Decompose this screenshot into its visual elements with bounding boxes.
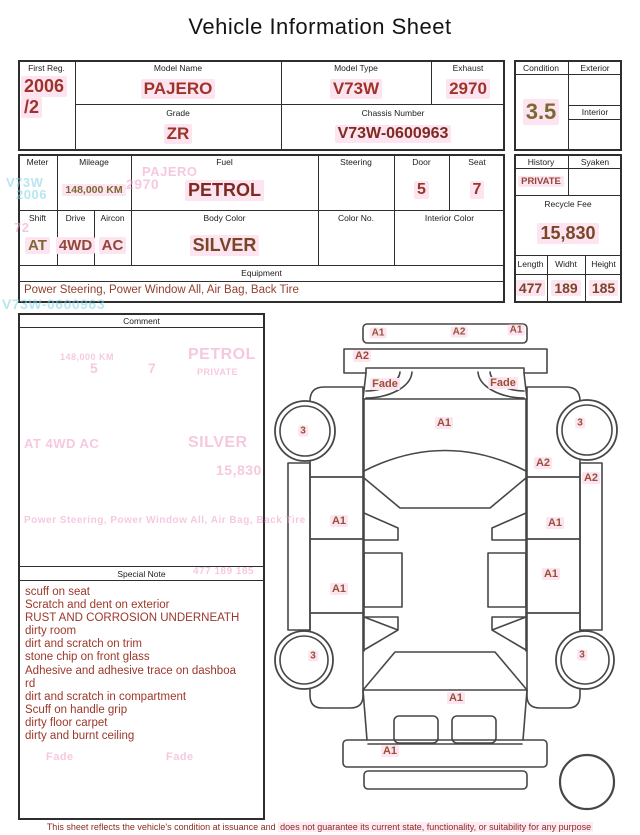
diagram-label-a1: A1: [547, 517, 563, 529]
label-seat: Seat: [468, 157, 486, 167]
ghost-text: 5: [90, 360, 99, 376]
label-door: Door: [412, 157, 431, 167]
value-model-name: PAJERO: [75, 76, 281, 102]
label-length: Length: [517, 259, 544, 269]
ghost-text: Power Steering, Power Window All, Air Bag, Back Tire: [24, 515, 306, 526]
footer-part1: This sheet reflects the vehicle's condition at issuance and: [46, 822, 279, 832]
note-line: rd: [25, 677, 36, 690]
right-front-door: [527, 477, 580, 539]
ghost-text: V73W-0600963: [2, 296, 106, 312]
label-shift: Shift: [28, 213, 46, 223]
note-line: Scuff on handle grip: [25, 703, 128, 716]
taillight-left: [394, 716, 438, 743]
left-quarter-window-front: [364, 513, 398, 540]
note-line: dirty room: [25, 625, 77, 638]
ghost-text: 72: [14, 220, 30, 235]
label-mileage: Mileage: [79, 157, 109, 167]
diagram-label-3: 3: [577, 417, 583, 429]
label-color-no: Color No.: [338, 213, 374, 223]
note-line: Adhesive and adhesive trace on dashboa: [25, 664, 236, 677]
gridline: [318, 154, 319, 265]
label-chassis-number: Chassis Number: [361, 108, 425, 118]
diagram-label-a1: A1: [371, 327, 385, 339]
label-model-type: Model Type: [334, 63, 378, 73]
rear-left-wheel: [275, 631, 333, 689]
ghost-text: 477 189 185: [193, 566, 255, 577]
value-recycle-fee: 15,830: [514, 212, 622, 254]
ghost-text: SILVER: [188, 434, 248, 451]
label-fuel: Fuel: [216, 157, 233, 167]
diagram-label-fade: Fade: [490, 377, 516, 389]
left-rear-door: [310, 539, 363, 613]
right-quarter-window-front: [492, 513, 526, 540]
gridline: [514, 74, 622, 75]
value-height: 185: [585, 275, 622, 301]
note-line: dirt and scratch on trim: [25, 638, 142, 651]
note-line: dirt and scratch in compartment: [25, 690, 187, 703]
roof-side-rails: [364, 399, 526, 651]
value-chassis-number: V73W-0600963: [281, 120, 505, 148]
bonnet-shape: [344, 349, 547, 373]
special-note-header: Special Note: [117, 569, 166, 579]
note-line: Scratch and dent on exterior: [25, 599, 170, 612]
label-grade: Grade: [166, 108, 190, 118]
diagram-label-3: 3: [310, 650, 316, 662]
ghost-text: Fade: [166, 751, 194, 763]
value-body-color: SILVER: [131, 228, 318, 262]
diagram-label-a1: A1: [448, 692, 464, 704]
value-condition: 3.5: [514, 76, 568, 148]
right-quarter-window-rear: [492, 617, 526, 650]
ghost-text: 2970: [126, 176, 160, 192]
value-seat: 7: [449, 172, 505, 208]
gridline: [18, 281, 505, 282]
front-bumper-shape: [363, 324, 527, 343]
front-right-wheel: [557, 400, 617, 460]
value-door: 5: [394, 172, 449, 208]
ghost-text: 148,000 KM: [60, 352, 115, 362]
value-first-reg: [18, 72, 77, 122]
diagram-label-a1: A1: [331, 583, 347, 595]
diagram-label-3: 3: [579, 649, 585, 661]
label-exterior: Exterior: [580, 63, 610, 73]
spare-tire-circle: [560, 755, 614, 809]
value-exhaust: 2970: [431, 76, 505, 102]
diagram-label-a2: A2: [583, 472, 599, 484]
gridline: [568, 119, 622, 120]
diagram-label-a1: A1: [436, 417, 452, 429]
label-recycle-fee: Recycle Fee: [544, 199, 592, 209]
value-length: 477: [514, 275, 547, 301]
page-title: Vehicle Information Sheet: [188, 14, 452, 39]
left-quarter-window-rear: [364, 617, 398, 650]
ghost-text: 2006: [16, 187, 47, 202]
rear-lower-strip: [364, 771, 527, 789]
gridline: [394, 154, 395, 265]
taillight-right: [452, 716, 496, 743]
ghost-text: 15,830: [216, 462, 262, 478]
value-mileage: 148,000 KM: [57, 172, 131, 208]
diagram-label-a2: A2: [354, 350, 370, 362]
label-body-color: Body Color: [203, 213, 246, 223]
comment-header: Comment: [123, 316, 160, 326]
diagram-label-a1: A1: [382, 745, 398, 757]
note-line: dirty floor carpet: [25, 716, 108, 729]
value-equipment: Power Steering, Power Window All, Air Bag, Back Tire: [24, 284, 299, 296]
diagram-label-3: 3: [300, 425, 306, 437]
label-interior-color: Interior Color: [424, 213, 475, 223]
right-side-window: [488, 553, 526, 607]
ghost-text: Fade: [46, 751, 74, 763]
sunroof-shape: [364, 451, 526, 509]
gridline: [514, 255, 622, 256]
special-note-list: [25, 586, 261, 743]
diagram-label-fade: Fade: [372, 378, 398, 390]
label-interior: Interior: [581, 107, 609, 117]
value-model-type: V73W: [281, 76, 431, 102]
ghost-text: PRIVATE: [197, 367, 239, 377]
label-steering: Steering: [340, 157, 372, 167]
diagram-label-a1: A1: [331, 515, 347, 527]
label-first-reg: First Reg.: [28, 63, 65, 73]
gridline: [18, 566, 265, 567]
ghost-text: PAJERO: [142, 164, 198, 179]
diagram-label-a2: A2: [452, 326, 466, 338]
value-aircon: AC: [94, 228, 131, 262]
ghost-text: AT 4WD AC: [24, 436, 100, 451]
note-line: stone chip on front glass: [25, 651, 150, 664]
gridline: [568, 105, 622, 106]
diagram-label-a1: A1: [543, 568, 559, 580]
label-equipment: Equipment: [241, 268, 282, 278]
gridline: [75, 104, 505, 105]
left-front-door: [310, 477, 363, 539]
tailgate-shape: [363, 690, 527, 744]
label-condition: Condition: [523, 63, 559, 73]
label-width: Widht: [555, 259, 577, 269]
value-width: 189: [547, 275, 585, 301]
diagram-label-a1: A1: [509, 324, 523, 336]
first-reg-month: /2: [21, 97, 42, 118]
value-drive: 4WD: [57, 228, 94, 262]
label-meter: Meter: [26, 157, 49, 167]
gridline: [18, 327, 265, 328]
rear-glass-shape: [363, 652, 527, 690]
ghost-text: V73W: [6, 175, 44, 190]
label-drive: Drive: [65, 213, 86, 223]
label-height: Height: [591, 259, 616, 269]
note-line: RUST AND CORROSION UNDERNEATH: [25, 612, 240, 625]
label-model-name: Model Name: [153, 63, 203, 73]
left-rocker-panel: [288, 463, 310, 630]
label-exhaust: Exhaust: [452, 63, 484, 73]
note-line: scuff on seat: [25, 586, 90, 598]
ghost-text: PETROL: [188, 346, 256, 363]
gridline: [18, 265, 505, 266]
car-damage-diagram: [268, 310, 640, 820]
right-rocker-panel: [580, 463, 602, 630]
gridline: [514, 195, 622, 196]
gridline: [18, 210, 505, 211]
diagram-label-a2: A2: [535, 457, 551, 469]
label-history: History: [527, 157, 555, 167]
footer-part2: does not guarantee its current state, functionality, or suitability for any purpose: [280, 822, 592, 832]
value-shift: AT: [18, 228, 57, 262]
value-history: PRIVATE: [514, 170, 568, 193]
value-fuel: PETROL: [131, 172, 318, 208]
note-line: dirty and burnt ceiling: [25, 730, 135, 743]
left-side-window: [364, 553, 402, 607]
value-grade: ZR: [75, 120, 281, 148]
gridline: [18, 580, 265, 581]
label-syaken: Syaken: [580, 157, 610, 167]
footer-disclaimer: [0, 822, 640, 832]
ghost-text: 7: [148, 360, 157, 376]
label-aircon: Aircon: [100, 213, 125, 223]
first-reg-year: 2006: [21, 76, 67, 97]
